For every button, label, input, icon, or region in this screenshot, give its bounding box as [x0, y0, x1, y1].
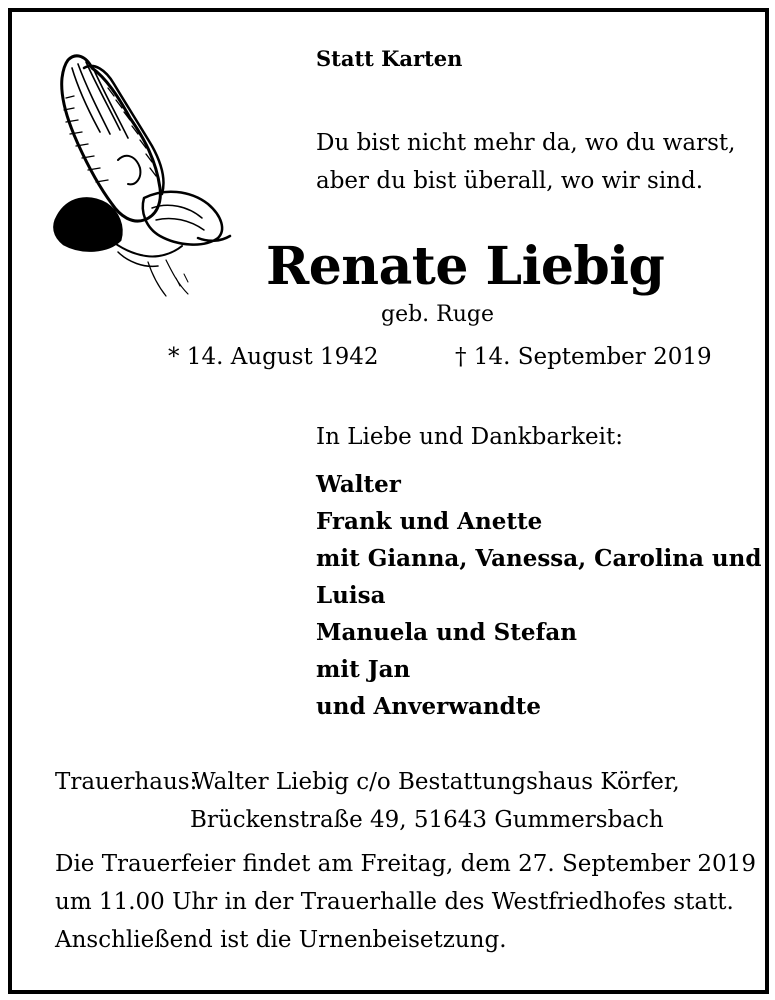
thanks-line: In Liebe und Dankbarkeit: [316, 424, 623, 450]
header-statt-karten: Statt Karten [316, 46, 463, 71]
maiden-name: geb. Ruge [381, 302, 495, 327]
ceremony-line-3: Anschließend ist die Urnenbeisetzung. [55, 927, 507, 953]
signer-line: und Anverwandte [316, 693, 541, 720]
trauerhaus-label: Trauerhaus: [55, 769, 198, 795]
death-date: † 14. September 2019 [455, 344, 712, 370]
signer-line: mit Gianna, Vanessa, Carolina und [316, 545, 762, 572]
deceased-name: Renate Liebig [266, 236, 665, 297]
quote-line-1: Du bist nicht mehr da, wo du warst, [316, 130, 736, 156]
praying-hands-icon [48, 48, 233, 308]
ceremony-line-1: Die Trauerfeier findet am Freitag, dem 27. September 2019 [55, 851, 756, 877]
quote-line-2: aber du bist überall, wo wir sind. [316, 168, 704, 194]
signer-line: mit Jan [316, 656, 411, 683]
signer-line: Walter [316, 471, 401, 498]
ceremony-line-2: um 11.00 Uhr in der Trauerhalle des Westfriedhofes statt. [55, 889, 734, 915]
trauerhaus-line-1: Walter Liebig c/o Bestattungshaus Körfer, [192, 769, 680, 795]
trauerhaus-line-2: Brückenstraße 49, 51643 Gummersbach [190, 807, 664, 833]
signer-line: Frank und Anette [316, 508, 543, 535]
birth-date: * 14. August 1942 [168, 344, 379, 370]
signer-line: Manuela und Stefan [316, 619, 578, 646]
signer-line: Luisa [316, 582, 386, 609]
signers-list [316, 466, 761, 725]
